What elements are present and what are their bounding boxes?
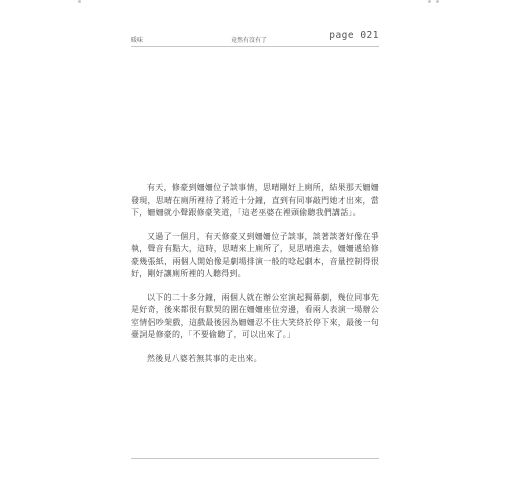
top-margin-marks	[0, 0, 520, 6]
chapter-title: 竟然有沒有了	[231, 37, 268, 44]
paragraph: 又過了一個月，有天修豪又到姍姍位子談事，談著談著好像在爭執，聲音有點大，這時，思晴來上廁所了，見思晴進去，姍姍遞給修豪幾張紙，兩個人開始像是劇場排演一般的唸起劇本，音量控制得很好，剛好讓廁所裡的人聽得到。	[131, 231, 379, 278]
paragraph: 以下的二十多分鐘，兩個人就在辦公室演起獨幕劇，幾位同事先是好奇，後來都很有默契的圍在姍姍座位旁邊，看兩人表演一場辦公室情侶吵架戲，這戲最後因為姍姍忍不住大笑終於停下來，最後一句臺詞是修豪的，「不要偷聽了，可以出來了。」	[131, 292, 379, 339]
page-number: page 021	[329, 30, 379, 41]
header-rule	[131, 46, 379, 47]
running-header	[131, 30, 379, 46]
margin-dot	[436, 0, 439, 3]
paragraph: 有天，修豪到姍姍位子談事情，思晴剛好上廁所，結果那天姍姍發現，思晴在廁所裡待了將近十分鐘，直到有同事敲門她才出來，當下，姍姍就小聲跟修豪笑道，「這老巫婆在裡頭偷聽我們講話」。	[131, 183, 379, 217]
footer-rule	[131, 458, 379, 459]
margin-dot	[78, 0, 81, 3]
book-title: 暖味	[131, 37, 144, 44]
book-page	[131, 30, 379, 462]
paragraph: 然後見八婆若無其事的走出來。	[147, 353, 262, 363]
margin-dot	[428, 0, 431, 3]
body-text	[131, 182, 379, 376]
